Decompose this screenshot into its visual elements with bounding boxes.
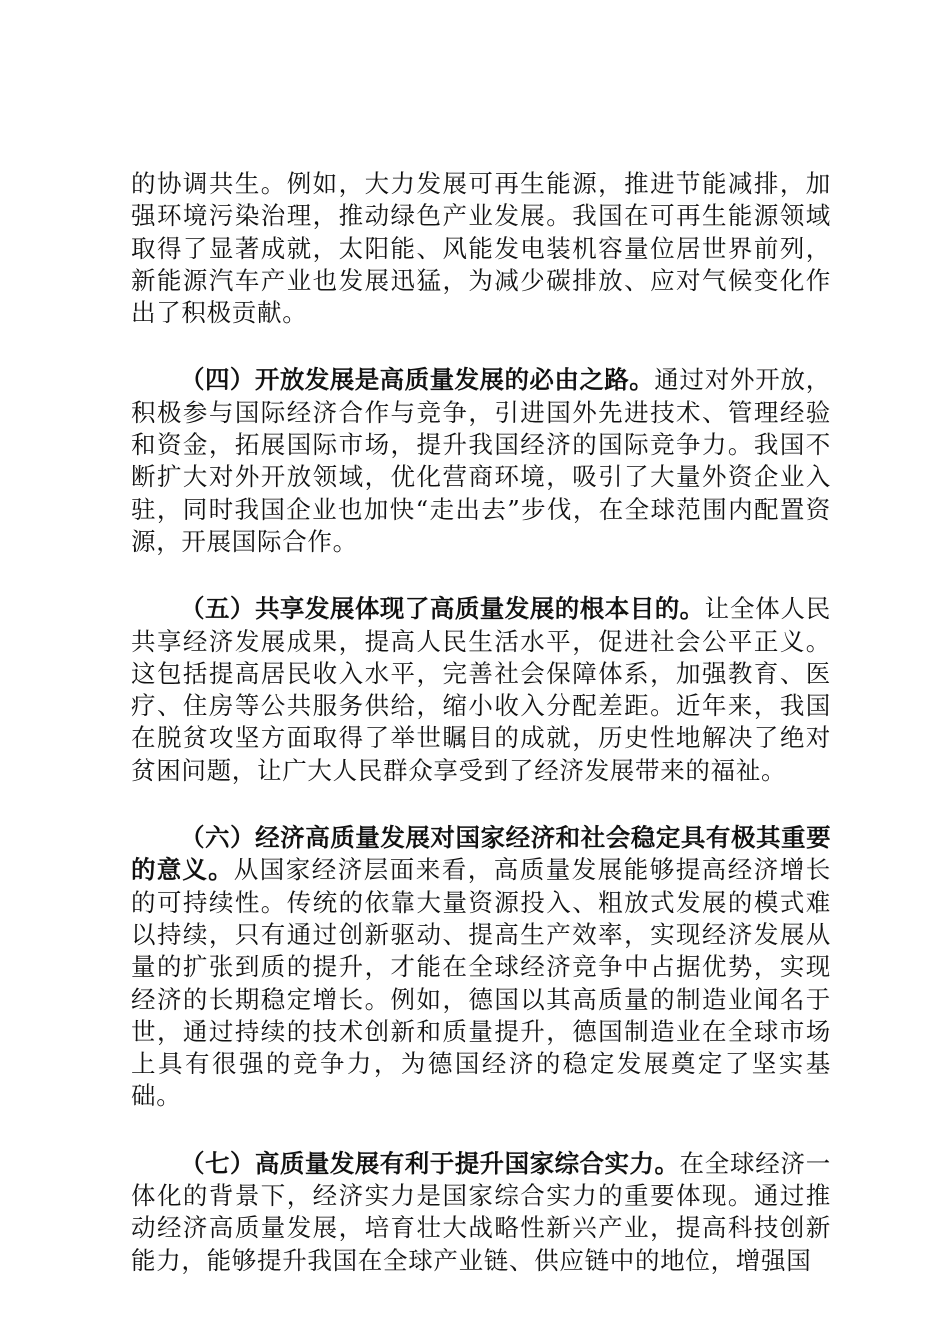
paragraph-heading: （五）共享发展体现了高质量发展的根本目的。 — [180, 594, 705, 624]
paragraph-body: 在全球经济一体化的背景下，经济实力是国家综合实力的重要体现。通过推动经济高质量发展，培育壮大战略性新兴产业，提高科技创新能力，能够提升我国在全球产业链、供应链中的地位，增强国 — [131, 1148, 831, 1275]
document-page — [131, 168, 831, 1312]
paragraph-body: 让全体人民共享经济发展成果，提高人民生活水平，促进社会公平正义。这包括提高居民收入水平，完善社会保障体系，加强教育、医疗、住房等公共服务供给，缩小收入分配差距。近年来，我国在脱贫攻坚方面取得了举世瞩目的成就，历史性地解决了绝对贫困问题，让广大人民群众享受到了经济发展带来的福祉。 — [131, 594, 831, 785]
paragraph-open-development — [131, 364, 831, 558]
paragraph-shared-development — [131, 593, 831, 787]
paragraph-heading: （四）开放发展是高质量发展的必由之路。 — [180, 365, 655, 395]
paragraph-continuation — [131, 168, 831, 329]
paragraph-body: 从国家经济层面来看，高质量发展能够提高经济增长的可持续性。传统的依靠大量资源投入、粗放式发展的模式难以持续，只有通过创新驱动、提高生产效率，实现经济发展从量的扩张到质的提升，才能在全球经济竞争中占据优势，实现经济的长期稳定增长。例如，德国以其高质量的制造业闻名于世，通过持续的技术创新和质量提升，德国制造业在全球市场上具有很强的竞争力，为德国经济的稳定发展奠定了坚实基础。 — [131, 855, 831, 1111]
paragraph-national-strength — [131, 1148, 831, 1277]
paragraph-body: 的协调共生。例如，大力发展可再生能源，推进节能减排，加强环境污染治理，推动绿色产业发展。我国在可再生能源领域取得了显著成就，太阳能、风能发电装机容量位居世界前列，新能源汽车产业也发展迅猛，为减少碳排放、应对气候变化作出了积极贡献。 — [131, 169, 831, 328]
paragraph-heading: （六）经济高质量发展对国家经济和社会稳定具有极其重要的意义。 — [131, 823, 831, 885]
paragraph-heading: （七）高质量发展有利于提升国家综合实力。 — [180, 1148, 680, 1178]
paragraph-economic-stability — [131, 822, 831, 1113]
paragraph-body: 通过对外开放，积极参与国际经济合作与竞争，引进国外先进技术、管理经验和资金，拓展国际市场，提升我国经济的国际竞争力。我国不断扩大对外开放领域，优化营商环境，吸引了大量外资企业入驻，同时我国企业也加快“走出去”步伐，在全球范围内配置资源，开展国际合作。 — [131, 365, 831, 556]
